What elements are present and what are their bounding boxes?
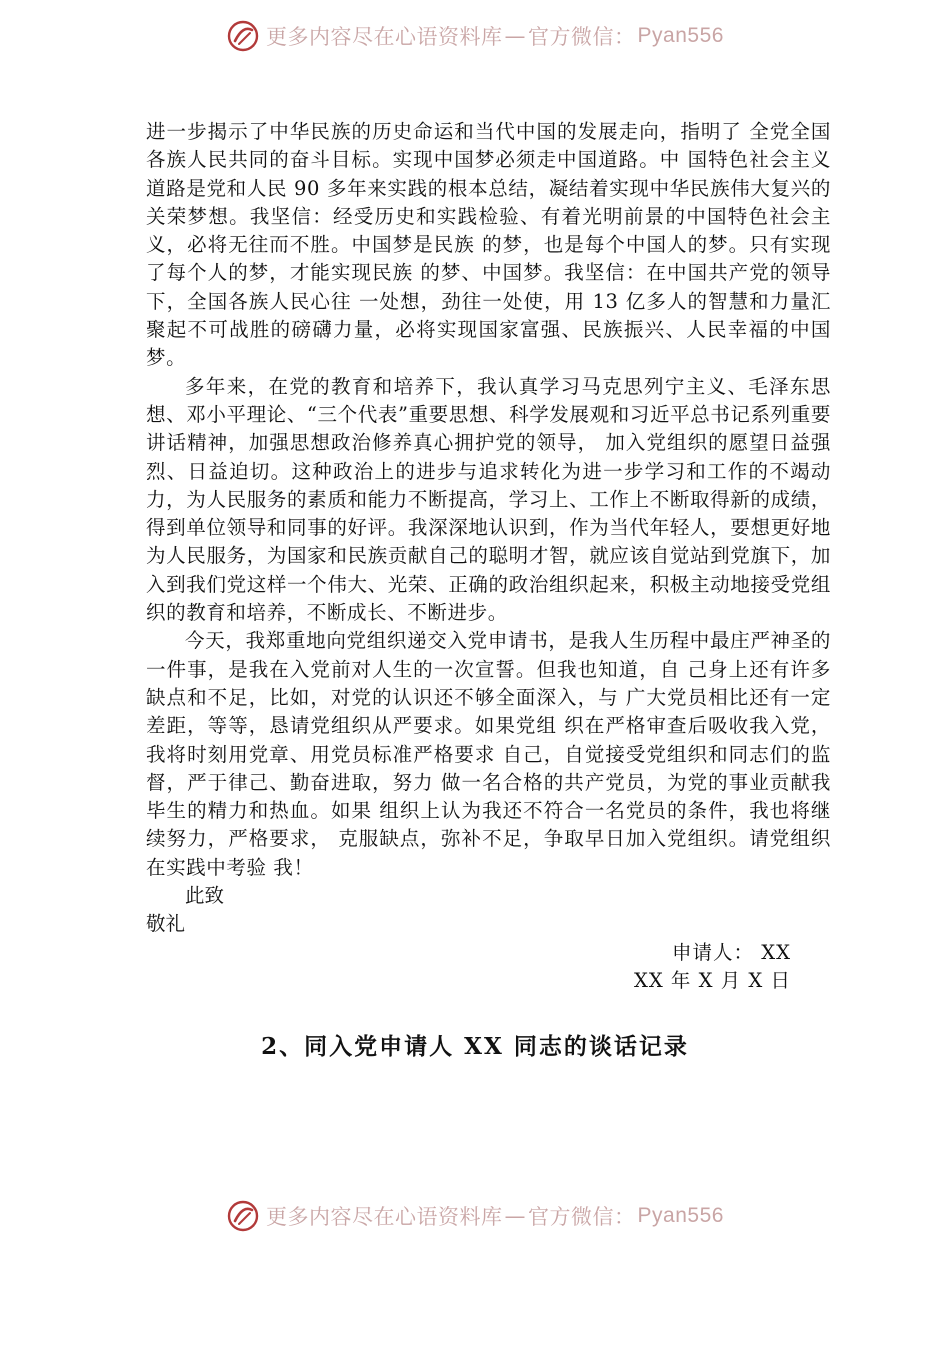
watermark-wechat-id: Pyan556 (637, 1204, 724, 1227)
letter-body (146, 118, 831, 995)
letter-paragraph-3: 今天，我郑重地向党组织递交入党申请书，是我人生历程中最庄严神圣的一件事，是我在入党前对人生的一次宣誓。但我也知道，自 己身上还有许多缺点和不足，比如，对党的认识还不够全面深入，与 广大党员相比还有一定差距，等等，恳请党组织从严要求。如果党组 织在严格审查后吸收我入党，我将时刻用党章、用党员标准严格要求 自己，自觉接受党组织和同志们的监督，严于律己、勤奋进取，努力 做一名合格的共产党员，为党的事业贡献我毕生的精力和热血。如果 组织上认为我还不符合一名党员的条件，我也将继续努力，严格要求， 克服缺点，弥补不足，争取早日加入党组织。请党组织在实践中考验 我！ (146, 629, 831, 879)
watermark-text: 更多内容尽在心语资料库 (266, 1205, 503, 1229)
logo-icon (226, 1199, 260, 1233)
watermark-wechat-label: 官方微信： (528, 1205, 636, 1229)
closing-salutation: 此致 (185, 884, 225, 908)
watermark-footer (0, 1196, 950, 1236)
letter-paragraph-1: 进一步揭示了中华民族的历史命运和当代中国的发展走向，指明了 全党全国各族人民共同的奋斗目标。实现中国梦必须走中国道路。中 国特色社会主义道路是党和人民 90 多年来实践的根本总结，凝结着实现中华民族伟大复兴的关荣梦想。我坚信：经受历史和实践检验、有着光明前景的中国特色社会主义，必将无往而不胜。中国梦是民族 的梦，也是每个中国人的梦。只有实现了每个人的梦，才能实现民族 的梦、中国梦。我坚信：在中国共产党的领导下，全国各族人民心往 一处想，劲往一处使，用 13 亿多人的智慧和力量汇聚起不可战胜的磅礴力量，必将实现国家富强、民族振兴、人民幸福的中国梦。 (146, 120, 831, 370)
section-heading: 2、同入党申请人 XX 同志的谈话记录 (261, 1033, 689, 1060)
letter-paragraph-2: 多年来，在党的教育和培养下，我认真学习马克思列宁主义、毛泽东思想、邓小平理论、“三个代表”重要思想、科学发展观和习近平总书记系列重要讲话精神，加强思想政治修养真心拥护党的领导， 加入党组织的愿望日益强烈、日益迫切。这种政治上的进步与追求转化为进一步学习和工作的不竭动力，为人民服务的素质和能力不断提高，学习上、工作上不断取得新的成绩，得到单位领导和同事的好评。我深深地认识到，作为当代年轻人，要想更好地为人民服务，为国家和民族贡献自己的聪明才智，就应该自觉站到党旗下，加入到我们党这样一个伟大、光荣、正确的政治组织起来，积极主动地接受党组织的教育和培养，不断成长、不断进步。 (146, 374, 831, 625)
closing-regards: 敬礼 (146, 912, 186, 936)
watermark-text: 更多内容尽在心语资料库 (266, 25, 503, 49)
logo-icon (226, 19, 260, 53)
applicant-line: 申请人： XX (672, 940, 791, 964)
watermark-header (0, 16, 950, 56)
watermark-separator: — (504, 1204, 527, 1228)
watermark-wechat-label: 官方微信： (528, 25, 636, 49)
watermark-wechat-id: Pyan556 (637, 24, 724, 47)
signature-block (146, 939, 791, 996)
watermark-separator: — (504, 24, 527, 48)
date-line: XX 年 X 月 X 日 (633, 968, 791, 992)
